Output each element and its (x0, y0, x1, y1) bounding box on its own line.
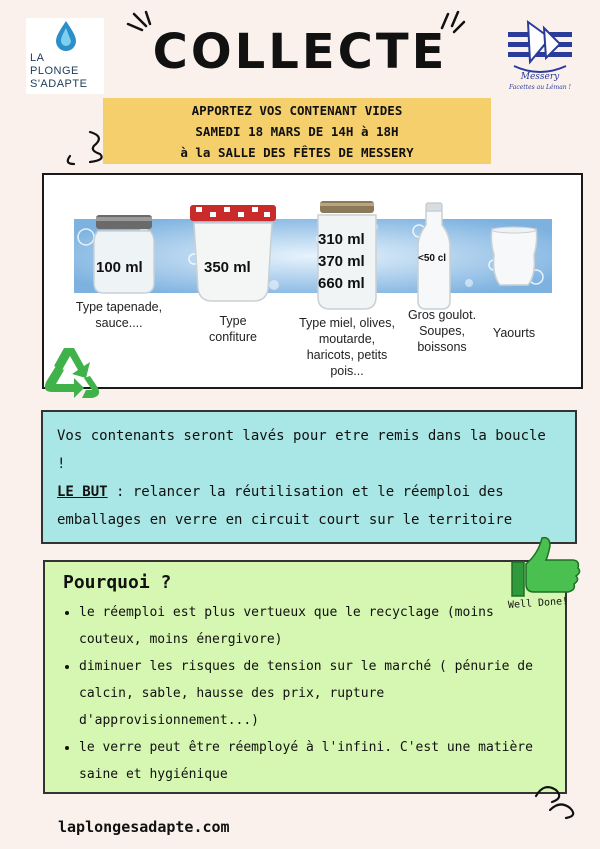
logo-left-line-1: LA (30, 52, 45, 64)
goal-text: : relancer la réutilisation et le réemploi des emballages en verre en circuit court sur le territoire (57, 484, 513, 528)
jar-1-volume: 100 ml (96, 259, 143, 276)
thumbs-up-icon (504, 532, 584, 600)
logo-la-plonge-sadapte (26, 18, 104, 94)
jar-3-caption (290, 315, 404, 379)
jar-3-volume-c: 660 ml (318, 275, 365, 292)
jar-1-caption-line-2: sauce.... (95, 316, 143, 330)
well-done-badge: Well Done! (507, 595, 569, 612)
info-goal (57, 478, 561, 534)
jar-4-caption (396, 307, 488, 355)
why-item-1: • le réemploi est plus vertueux que le recyclage (moins couteux, moins énergivore) (79, 599, 549, 653)
banner-line-3: à la SALLE DES FÊTES DE MESSERY (180, 145, 414, 160)
goal-label: LE BUT (57, 484, 108, 500)
info-line-washed: Vos contenants seront lavés pour etre remis dans la boucle ! (57, 428, 546, 472)
logo-left-line-2: PLONGE (30, 65, 79, 77)
info-box (41, 410, 577, 544)
why-item-3: • le verre peut être réemployé à l'infini. C'est une matière saine et hygiénique (79, 734, 549, 788)
event-banner (103, 98, 491, 164)
jar-2-caption-line-1: Type (219, 314, 247, 328)
doodle-swirl-right (530, 776, 584, 822)
why-item-2: • diminuer les risques de tension sur le marché ( pénurie de calcin, sable, hausse des prix, rupture d'approvisionnement...) (79, 653, 549, 734)
jar-3-caption-line-2: moutarde, (318, 332, 376, 346)
jar-types-panel (42, 173, 583, 389)
footer-website: laplongesadapte.com (58, 818, 230, 836)
jar-4-caption-line-1: Gros goulot. (407, 308, 477, 322)
jar-2-caption (188, 313, 278, 345)
jar-1-caption (72, 299, 166, 331)
why-list (61, 599, 549, 788)
jar-3-caption-line-1: Type miel, olives, (299, 316, 395, 330)
jar-small-icon (92, 213, 156, 295)
page-title: COLLECTE (152, 24, 448, 80)
messery-name: Messery (520, 72, 560, 82)
jar-3-volume-b: 370 ml (318, 253, 365, 270)
jar-2-caption-line-2: confiture (209, 330, 257, 344)
jar-4-volume: <50 cl (418, 253, 447, 264)
jar-3-volume-a: 310 ml (318, 231, 365, 248)
banner-line-2: SAMEDI 18 MARS DE 14H à 18H (195, 124, 399, 139)
recycle-icon (40, 342, 104, 404)
jar-3-volumes (318, 229, 365, 295)
jar-5-caption (484, 325, 544, 341)
jar-4-caption-line-2: Soupes, (419, 324, 465, 338)
jar-3-caption-line-3: haricots, petits (306, 348, 388, 362)
messery-tagline: Facettes au Léman ! (509, 84, 571, 91)
jar-3-caption-line-4: pois... (330, 364, 364, 378)
why-box (43, 560, 567, 794)
why-title: Pourquoi ? (63, 572, 172, 593)
banner-line-1: APPORTEZ VOS CONTENANT VIDES (191, 103, 403, 118)
logo-left-line-3: S'ADAPTE (30, 78, 88, 90)
water-drop-icon (54, 20, 78, 52)
logo-messery (500, 18, 580, 100)
jar-1-caption-line-1: Type tapenade, (75, 300, 163, 314)
jar-5-caption-line-1: Yaourts (492, 326, 536, 340)
yogurt-pot-icon (488, 225, 540, 289)
jar-4-caption-line-3: boissons (417, 340, 467, 354)
jar-2-volume: 350 ml (204, 259, 251, 276)
jar-confiture-icon (188, 203, 278, 303)
